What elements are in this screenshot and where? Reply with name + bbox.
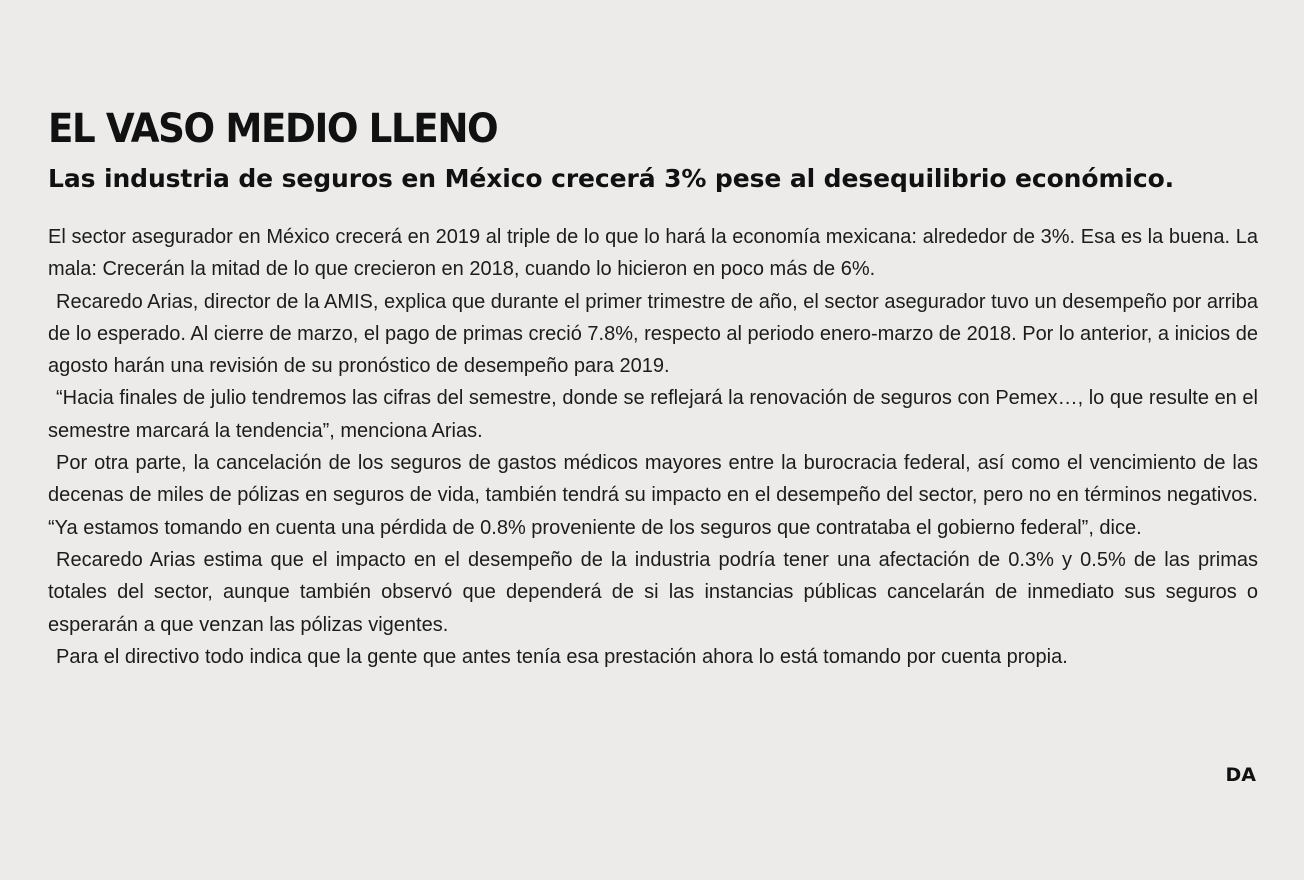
paragraph-1: El sector asegurador en México crecerá en 2019 al triple de lo que lo hará la economía mexicana: alrededor de 3%. Esa es la buena. La mala: Crecerán la mitad de lo que crecieron en 2018, cuando lo hicieron en poco más de 6%.: [48, 226, 1258, 281]
author-signature: DA: [1225, 764, 1256, 786]
paragraph-3: “Hacia finales de julio tendremos las cifras del semestre, donde se reflejará la renovación de seguros con Pemex…, lo que resulte en el semestre marcará la tendencia”, menciona Arias.: [48, 387, 1258, 442]
paragraph-2: Recaredo Arias, director de la AMIS, explica que durante el primer trimestre de año, el sector asegurador tuvo un desempeño por arriba de lo esperado. Al cierre de marzo, el pago de primas creció 7.8%, respecto al periodo enero-marzo de 2018. Por lo anterior, a inicios de agosto harán una revisión de su pronóstico de desempeño para 2019.: [48, 290, 1258, 378]
article-body: [48, 221, 1258, 673]
headline: EL VASO MEDIO LLENO: [48, 106, 498, 152]
article: [48, 104, 1258, 673]
paragraph-6: Para el directivo todo indica que la gente que antes tenía esa prestación ahora lo está tomando por cuenta propia.: [56, 645, 1068, 668]
subheadline: Las industria de seguros en México crecerá 3% pese al desequilibrio económico.: [48, 164, 1175, 193]
paragraph-5: Recaredo Arias estima que el impacto en el desempeño de la industria podría tener una afectación de 0.3% y 0.5% de las primas totales del sector, aunque también observó que dependerá de si las instancias públicas cancelarán de inmediato sus seguros o esperarán a que venzan las pólizas vigentes.: [48, 548, 1258, 636]
paragraph-4: Por otra parte, la cancelación de los seguros de gastos médicos mayores entre la burocracia federal, así como el vencimiento de las decenas de miles de pólizas en seguros de vida, también tendrá su impacto en el desempeño del sector, pero no en términos negativos. “Ya estamos tomando en cuenta una pérdida de 0.8% proveniente de los seguros que contrataba el gobierno federal”, dice.: [48, 452, 1258, 539]
